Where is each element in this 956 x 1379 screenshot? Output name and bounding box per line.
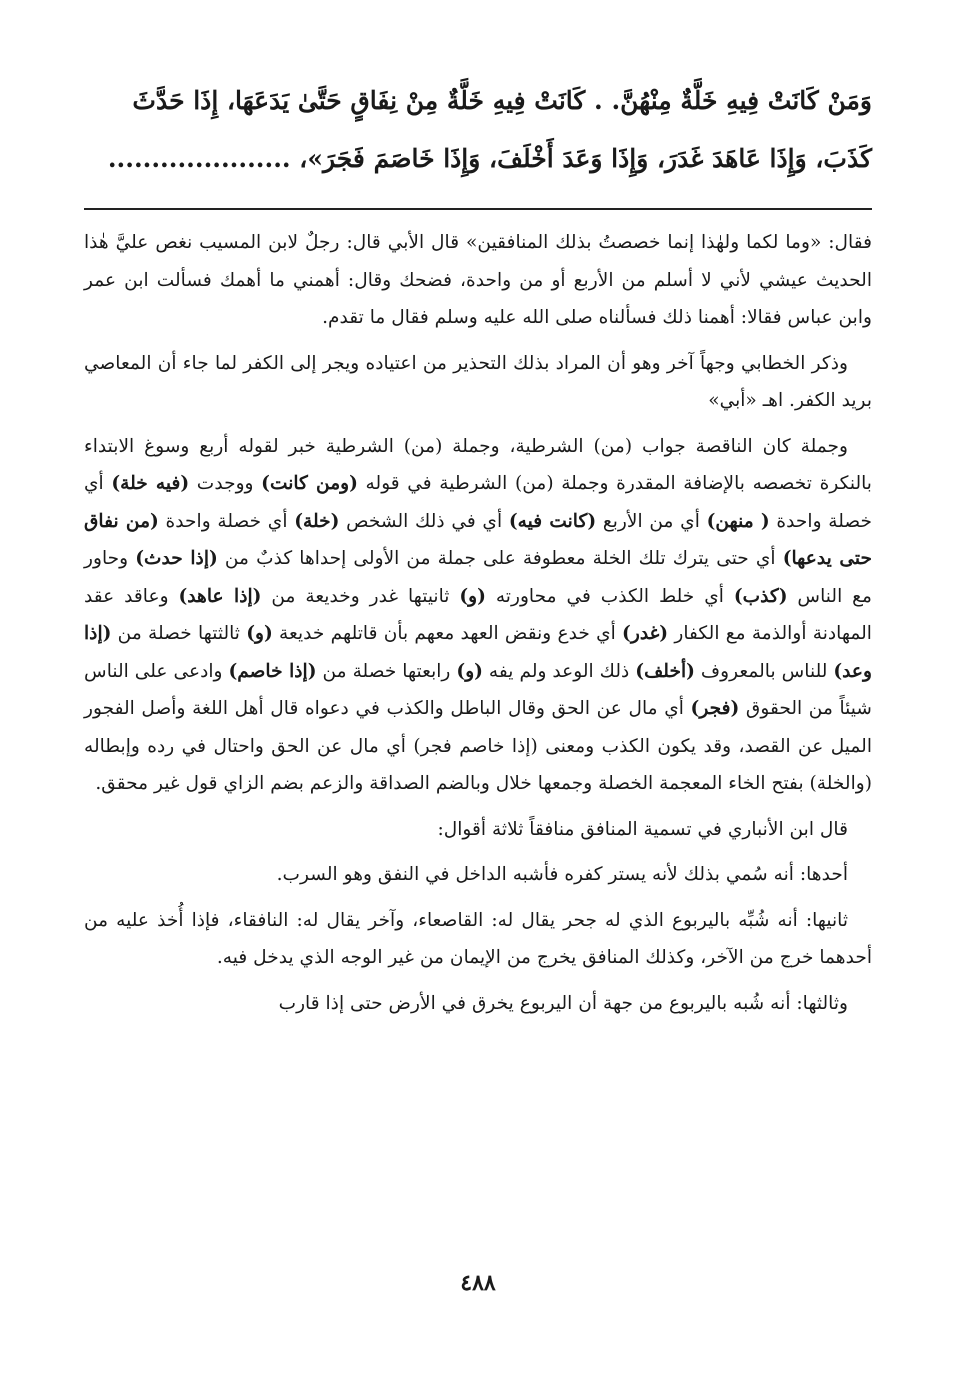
hadith-line-1: وَمَنْ كَانَتْ فِيهِ خَلَّةٌ مِنْهُنَّ. . كَانَتْ فِيهِ خَلَّةٌ مِنْ نِفَاقٍ حَتَّىٰ يَدَعَهَا، إِذَا حَدَّثَ — [132, 86, 872, 115]
bold-term: (أخلف) — [635, 660, 695, 682]
commentary-paragraph-4: قال ابن الأنباري في تسمية المنافق منافقاً ثلاثة أقوال: — [437, 818, 848, 840]
bold-term: (فجر) — [690, 698, 740, 719]
text-span: أي خصلة واحدة — [158, 510, 295, 532]
text-span: رابعتها خصلة من — [316, 660, 457, 682]
text-span: وادعى على الناس شيئاً من الحقوق — [84, 660, 872, 719]
bold-term: (كذب) — [733, 585, 788, 607]
bold-term: (خلة) — [294, 510, 340, 532]
commentary-paragraph-6: ثانيها: أنه شُبِّه باليربوع الذي له جحر يقال له: القاصعاء، وآخر يقال له: النافقاء، فإذا أُخذ عليه من أحدهما خرج من الآخر، وكذلك المنافق يخرج من الإيمان من غير الوجه الذي يدخل فيه. — [84, 909, 872, 968]
footnote-divider — [84, 208, 872, 210]
text-span: للناس بالمعروف — [694, 660, 834, 682]
hadith-line-2: كَذَبَ، وَإِذَا عَاهَدَ غَدَرَ، وَإِذَا وَعَدَ أَخْلَفَ، وَإِذَا خَاصَمَ فَجَرَ»، ..................... — [107, 144, 872, 173]
bold-term: (إذا خاصم) — [228, 660, 317, 682]
commentary-paragraph-7: وثالثها: أنه شُبه باليربوع من جهة أن اليربوع يخرق في الأرض حتى إذا قارب — [278, 992, 848, 1014]
bold-term: (من نفاق حتى يدعها) — [84, 510, 872, 569]
text-span: أي خصلة واحدة — [84, 473, 872, 532]
text-span: أي حتى يترك تلك الخلة معطوفة على جملة من الأولى إحداها كذبٌ من — [217, 548, 783, 569]
text-span: ووجدت — [189, 473, 262, 494]
hadith-text — [84, 72, 872, 188]
page-number: ٤٨٨ — [460, 1270, 496, 1296]
text-span: وعاقد عقد المهادنة أوالذمة مع الكفار — [84, 585, 872, 644]
text-span: وحاور مع الناس — [84, 548, 872, 607]
text-span: أي خلط الكذب في محاورته — [485, 585, 734, 607]
text-span: ثالثتها خصلة من — [111, 623, 247, 644]
bold-term: (إذا حدث) — [135, 548, 218, 569]
text-span: أي خدع ونقض العهد معهم بأن قاتلهم خديعة — [272, 623, 623, 644]
bold-term: ( منهن) — [706, 510, 770, 532]
page-body — [84, 72, 872, 1030]
commentary — [84, 224, 872, 1022]
bold-term: (و) — [456, 660, 483, 682]
bold-term: (و) — [246, 623, 273, 644]
bold-term: (كانت فيه) — [508, 510, 597, 532]
bold-term: (و) — [459, 585, 486, 607]
bold-term: (إذا وعد) — [84, 623, 873, 682]
text-span: أي في ذلك الشخص — [339, 510, 509, 532]
text-span: وجملة كان الناقصة جواب (من) الشرطية، وجملة (من) الشرطية خبر لقوله أربع وسوغ الابتداء بالنكرة تخصصه بالإضافة المقدرة وجملة (من) الشرطية في قوله — [84, 435, 872, 494]
text-span: ذلك الوعد ولم يفه — [482, 660, 636, 682]
text-span: أي مال عن الحق وقال الباطل والكذب في دعواه قال أهل اللغة وأصل الفجور الميل عن القصد، وقد يكون الكذب ومعنى (إذا خاصم فجر) أي مال عن الحق واحتال في رده وإبطاله (والخلة) بفتح الخاء المعجمة الخصلة وجمعها خلال وبالضم الصداقة والزعم بضم الزاي قول غير محقق. — [84, 698, 872, 794]
bold-term: (ومن كانت) — [261, 473, 358, 494]
bold-term: (غدر) — [622, 623, 669, 644]
commentary-paragraph-3 — [84, 428, 872, 803]
text-span: أي من الأربع — [596, 510, 707, 532]
bold-term: (فيه خلة) — [111, 473, 190, 494]
text-span: ثانيتها غدر وخديعة من — [261, 585, 460, 607]
commentary-paragraph-2: وذكر الخطابي وجهاً آخر وهو أن المراد بذلك التحذير من اعتياده ويجر إلى الكفر لما جاء أن المعاصي بريد الكفر. اهـ «أبي» — [84, 352, 872, 411]
commentary-paragraph-5: أحدها: أنه سُمي بذلك لأنه يستر كفره فأشبه الداخل في النفق وهو السرب. — [276, 864, 848, 885]
bold-term: (إذا عاهد) — [178, 585, 262, 607]
commentary-paragraph-1: فقال: «وما لكما ولهٰذا إنما خصصتُ بذلك المنافقين» قال الأبي قال: رجلٌ لابن المسيب نغص عليَّ هٰذا الحديث عيشي لأني لا أسلم من الأربع أو من واحدة، فضحك وقال: أهمني ما أهمك فسألت ابن عمر وابن عباس فقالا: أهمنا ذلك فسألناه صلى الله عليه وسلم فقال ما تقدم. — [84, 232, 872, 328]
